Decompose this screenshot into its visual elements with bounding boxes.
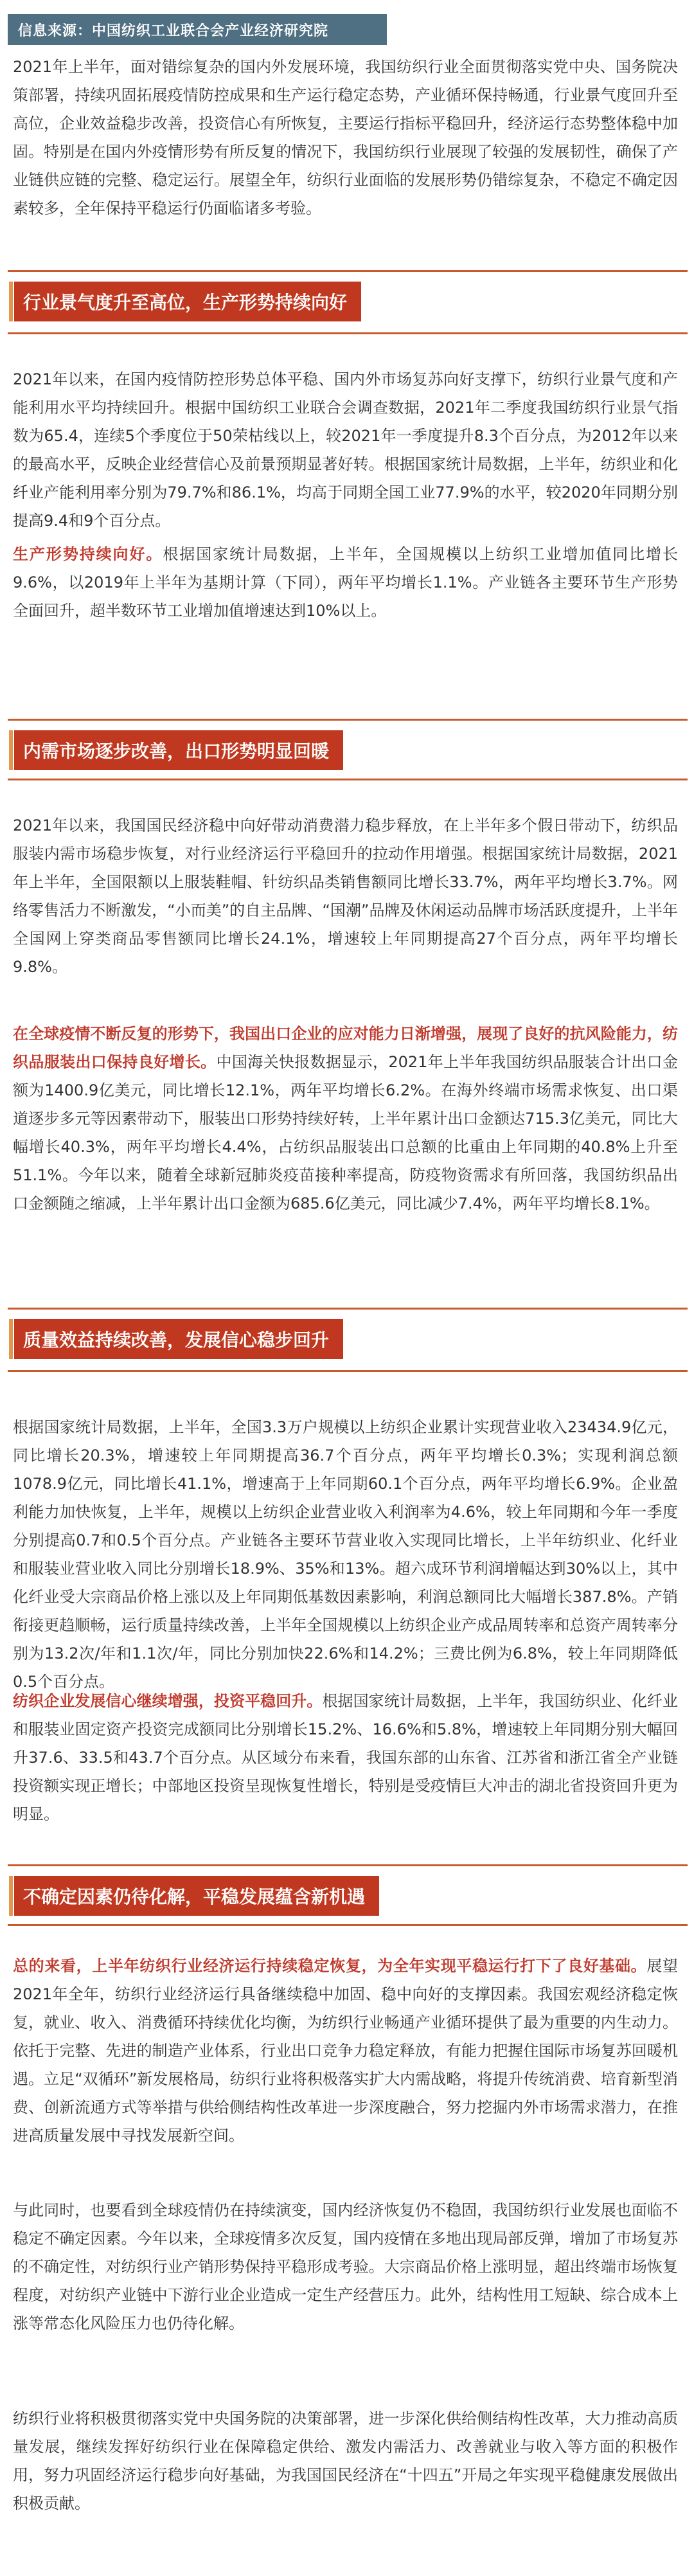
paragraph-text: 根据国家统计局数据，上半年，我国纺织业、化纤业和服装业固定资产投资完成额同比分别增长15.2%、16.6%和5.8%，增速较上年同期分别大幅回升37.6、33.5和43.7个百分点。从区域分布来看，我国东部的山东省、江苏省和浙江省全产业链投资额实现正增长；中部地区投资呈现恢复性增长，特别是受疫情巨大冲击的湖北省投资回升更为明显。: [13, 1692, 679, 1823]
paragraph-text: 与此同时，也要看到全球疫情仍在持续演变，国内经济恢复仍不稳固，我国纺织行业发展也面临不稳定不确定因素。今年以来，全球疫情多次反复，国内疫情在多地出现局部反弹，增加了市场复苏的不确定性，对纺织行业产销形势保持平稳形成考验。大宗商品价格上涨明显，超出终端市场恢复程度，对纺织产业链中下游行业企业造成一定生产经营压力。此外，结构性用工短缺、综合成本上涨等常态化风险压力也仍待化解。: [13, 2201, 678, 2332]
section-title-box: [14, 1319, 343, 1359]
section-title-box: [14, 1876, 379, 1916]
section-header-1: [8, 270, 688, 334]
section-header-4: [8, 1864, 688, 1926]
section-2-paragraph-2: [13, 1020, 678, 1218]
paragraph-lead: 生产形势持续向好。: [13, 545, 163, 563]
section-2-paragraph-1: [13, 811, 678, 981]
intro-text: 2021年上半年，面对错综复杂的国内外发展环境，我国纺织行业全面贯彻落实党中央、国务院决策部署，持续巩固拓展疫情防控成果和生产运行稳定态势，产业循环保持畅通，行业景气度回升至高位，企业效益稳步改善，投资信心有所恢复，主要运行指标平稳回升，经济运行态势整体稳中加固。特别是在国内外疫情形势有所反复的情况下，我国纺织行业展现了较强的发展韧性，确保了产业链供应链的完整、稳定运行。展望全年，纺织行业面临的发展形势仍错综复杂，不稳定不确定因素较多，全年保持平稳运行仍面临诸多考验。: [13, 58, 678, 217]
section-divider-top: [8, 1864, 688, 1866]
section-header-2: [8, 719, 688, 780]
paragraph-text: 2021年以来，在国内疫情防控形势总体平稳、国内外市场复苏向好支撑下，纺织行业景气度和产能利用水平均持续回升。根据中国纺织工业联合会调查数据，2021年二季度我国纺织行业景气指数为65.4，连续5个季度位于50荣枯线以上，较2021年一季度提升8.3个百分点，为2012年以来的最高水平，反映企业经营信心及前景预期显著好转。根据国家统计局数据，上半年，纺织业和化纤业产能利用率分别为79.7%和86.1%，均高于同期全国工业77.9%的水平，较2020年同期分别提高9.4和9个百分点。: [13, 370, 678, 530]
section-divider-bottom: [8, 1370, 688, 1372]
paragraph-lead: 在全球疫情不断反复的形势下，我国出口企业的应对能力日渐增强，展现了良好的抗风险能力，纺织品服装出口保持良好增长。: [13, 1025, 678, 1071]
section-title: 行业景气度升至高位，生产形势持续向好: [23, 292, 348, 313]
section-title-box: [14, 282, 361, 321]
section-4-paragraph-3: [13, 2404, 678, 2517]
paragraph-text: 中国海关快报数据显示，2021年上半年我国纺织品服装合计出口金额为1400.9亿美元，同比增长12.1%，两年平均增长6.2%。在海外终端市场需求恢复、出口渠道逐步多元等因素带动下，服装出口形势持续好转，上半年累计出口金额达715.3亿美元，同比大幅增长40.3%，两年平均增长4.4%，占纺织品服装出口总额的比重由上年同期的40.8%上升至51.1%。今年以来，随着全球新冠肺炎疫苗接种率提高，防疫物资需求有所回落，我国纺织品出口金额随之缩减，上半年累计出口金额为685.6亿美元，同比减少7.4%，两年平均增长8.1%。: [13, 1053, 679, 1212]
paragraph-lead: 纺织企业发展信心继续增强，投资平稳回升。: [13, 1692, 323, 1710]
section-accent: [9, 1876, 13, 1916]
section-title-box: [14, 730, 343, 770]
section-4-paragraph-1: [13, 1952, 678, 2150]
section-divider-top: [8, 270, 688, 272]
paragraph-text: 纺织行业将积极贯彻落实党中央国务院的决策部署，进一步深化供给侧结构性改革，大力推动高质量发展，继续发挥好纺织行业在保障稳定供给、激发内需活力、改善就业与收入等方面的积极作用，努力巩固经济运行稳步向好基础，为我国国民经济在“十四五”开局之年实现平稳健康发展做出积极贡献。: [13, 2409, 678, 2512]
section-divider-top: [8, 1308, 688, 1310]
source-label: 信息来源：中国纺织工业联合会产业经济研究院: [18, 23, 329, 39]
section-title: 质量效益持续改善，发展信心稳步回升: [23, 1329, 330, 1351]
paragraph-lead: 总的来看，上半年纺织行业经济运行持续稳定恢复，为全年实现平稳运行打下了良好基础。: [13, 1957, 647, 1975]
section-divider-bottom: [8, 1924, 688, 1926]
section-title: 内需市场逐步改善，出口形势明显回暖: [23, 741, 330, 762]
section-1-paragraph-2: [13, 540, 678, 625]
section-divider-bottom: [8, 332, 688, 334]
section-title: 不确定因素仍待化解，平稳发展蕴含新机遇: [23, 1886, 366, 1907]
section-accent: [9, 1319, 13, 1359]
source-banner: [8, 14, 387, 45]
section-3-paragraph-1: [13, 1413, 678, 1696]
section-accent: [9, 282, 13, 321]
section-4-paragraph-2: [13, 2196, 678, 2337]
section-accent: [9, 730, 13, 770]
paragraph-text: 2021年以来，我国国民经济稳中向好带动消费潜力稳步释放，在上半年多个假日带动下，纺织品服装内需市场稳步恢复，对行业经济运行平稳回升的拉动作用增强。根据国家统计局数据，2021年上半年，全国限额以上服装鞋帽、针纺织品类销售额同比增长33.7%，两年平均增长3.7%。网络零售活力不断激发，“小而美”的自主品牌、“国潮”品牌及休闲运动品牌市场活跃度提升，上半年全国网上穿类商品零售额同比增长24.1%，增速较上年同期提高27个百分点，两年平均增长9.8%。: [13, 816, 678, 976]
section-divider-bottom: [8, 779, 688, 780]
paragraph-text: 根据国家统计局数据，上半年，全国3.3万户规模以上纺织企业累计实现营业收入23434.9亿元，同比增长20.3%，增速较上年同期提高36.7个百分点，两年平均增长0.3%；实现利润总额1078.9亿元，同比增长41.1%，增速高于上年同期60.1个百分点，两年平均增长6.9%。企业盈利能力加快恢复，上半年，规模以上纺织企业营业收入利润率为4.6%，较上年同期和今年一季度分别提高0.7和0.5个百分点。产业链各主要环节营业收入实现同比增长，上半年纺织业、化纤业和服装业营业收入同比分别增长18.9%、35%和13%。超六成环节利润增幅达到30%以上，其中化纤业受大宗商品价格上涨以及上年同期低基数因素影响，利润总额同比大幅增长387.8%。产销衔接更趋顺畅，运行质量持续改善，上半年全国规模以上纺织企业产成品周转率和总资产周转率分别为13.2次/年和1.1次/年，同比分别加快22.6%和14.2%；三费比例为6.8%，较上年同期降低0.5个百分点。: [13, 1418, 678, 1691]
section-header-3: [8, 1308, 688, 1372]
section-divider-top: [8, 719, 688, 721]
section-1-paragraph-1: [13, 365, 678, 535]
paragraph-text: 根据国家统计局数据，上半年，全国规模以上纺织工业增加值同比增长9.6%，以2019年上半年为基期计算（下同），两年平均增长1.1%。产业链各主要环节生产形势全面回升，超半数环节工业增加值增速达到10%以上。: [13, 545, 679, 620]
paragraph-text: 展望2021年全年，纺织行业经济运行具备继续稳中加固、稳中向好的支撑因素。我国宏观经济稳定恢复，就业、收入、消费循环持续优化均衡，为纺织行业畅通产业循环提供了最为重要的内生动力。依托于完整、先进的制造产业体系，行业出口竞争力稳定释放，有能力把握住国际市场复苏回暖机遇。立足“双循环”新发展格局，纺织行业将积极落实扩大内需战略，将提升传统消费、培育新型消费、创新流通方式等举措与供给侧结构性改革进一步深度融合，努力挖掘内外市场需求潜力，在推进高质量发展中寻找发展新空间。: [13, 1957, 679, 2145]
section-3-paragraph-2: [13, 1687, 678, 1828]
intro-paragraph: [13, 53, 678, 222]
